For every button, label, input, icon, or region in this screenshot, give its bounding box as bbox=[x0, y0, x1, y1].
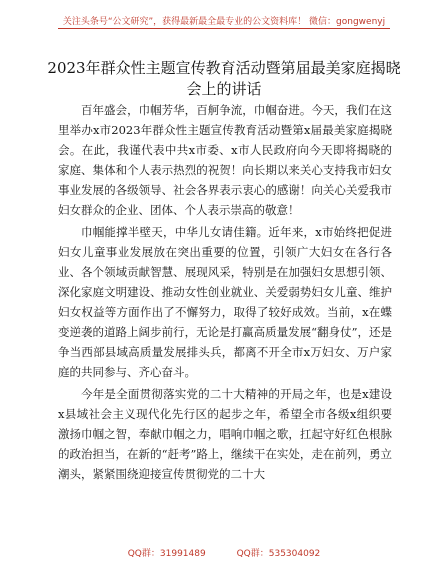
paragraph: 今年是全面贯彻落实党的二十大精神的开局之年，也是x建设x县域社会主义现代化先行区的起步之年，希望全市各级x组织要激扬巾帼之智，奉献巾帼之力，唱响巾帼之歌，扛起守好红色根脉的政治担当，在新的“赶考”路上，继续干在实处，走在前列，勇立潮头，紧紧围绕迎接宣传贯彻党的二十大 bbox=[58, 387, 392, 481]
footer-qq-group-2: QQ群：535304092 bbox=[236, 549, 321, 559]
footer bbox=[0, 546, 448, 559]
document-body bbox=[58, 100, 392, 486]
header-divider bbox=[58, 28, 390, 29]
paragraph: 巾帼能撑半壁天，中华儿女请佳籍。近年来，x市始终把促进妇女儿童事业发展放在突出重要的位置，引领广大妇女在各行各业、各个领域贡献智慧、展现风采，特别是在加强妇女思想引领、深化家庭文明建设、推动女性创业就业、关爱弱势妇女儿童、维护妇女权益等方面作出了不懈努力，取得了较好成效。当前，x在蝶变逆袭的道路上阔步前行，无论是打赢高质量发展“翻身仗”，还是争当西部县域高质量发展排头兵，都离不开全市x万妇女、万户家庭的共同参与、齐心奋斗。 bbox=[58, 225, 392, 379]
header-note: 关注头条号“公文研究”，获得最新最全最专业的公文资料库！ 微信：gongwenyj bbox=[62, 17, 386, 27]
document-title: 2023年群众性主题宣传教育活动暨第届最美家庭揭晓会上的讲话 bbox=[47, 59, 401, 99]
paragraph: 百年盛会，巾帼芳华，百舸争流，巾帼奋进。今天，我们在这里举办x市2023年群众性主题宣传教育活动暨第x届最美家庭揭晓会。在此，我谨代表中共x市委、x市人民政府向今天即将揭晓的家庭、集体和个人表示热烈的祝贺！向长期以来关心支持我市妇女事业发展的各级领导、社会各界表示衷心的感谢！向关心关爱我市妇女群众的企业、团体、个人表示崇高的敬意！ bbox=[58, 103, 392, 217]
footer-qq-group-1: QQ群：31991489 bbox=[127, 549, 206, 559]
